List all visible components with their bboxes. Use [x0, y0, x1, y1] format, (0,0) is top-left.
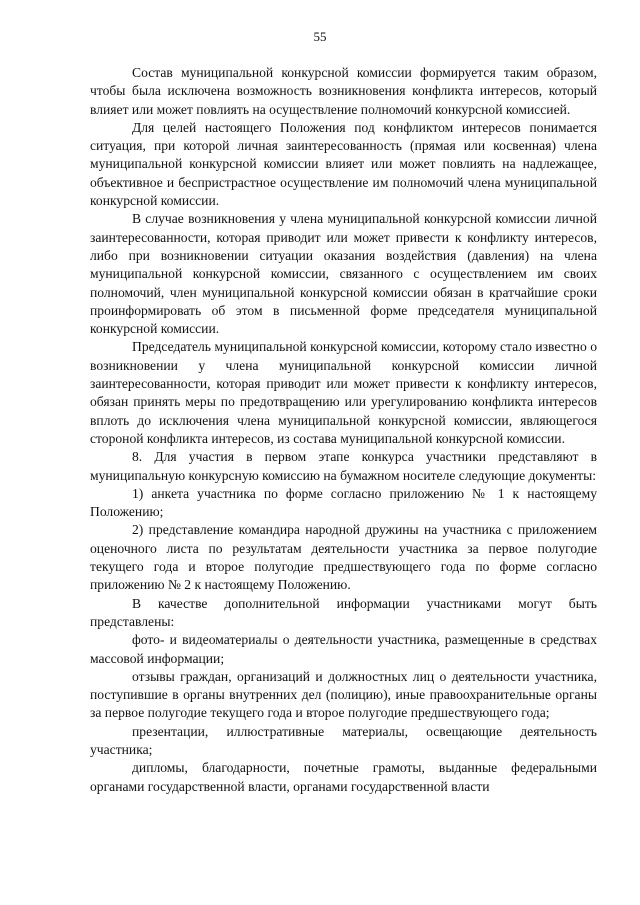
page-number: 55 — [313, 29, 327, 44]
document-body — [90, 64, 597, 796]
list-item-commander-submission: 2) представление командира народной дружины на участника с приложением оценочного листа по результатам деятельности участника за первое полугодие текущего года и второе полугодие предшествующего года по форме согласно приложению № 2 к настоящему Положению. — [90, 522, 597, 593]
list-item-feedback: отзывы граждан, организаций и должностных лиц о деятельности участника, поступившие в органы внутренних дел (полицию), иные правоохранительные органы за первое полугодие текущего года и второе полугодие предшествующего года; — [90, 668, 597, 721]
list-item-diplomas: дипломы, благодарности, почетные грамоты, выданные федеральными органами государственной власти, органами государственной власти — [90, 760, 597, 794]
list-item-presentations: презентации, иллюстративные материалы, освещающие деятельность участника; — [90, 723, 597, 757]
paragraph-chairman-measures: Председатель муниципальной конкурсной комиссии, которому стало известно о возникновении у члена муниципальной конкурсной комиссии личной заинтересованности, которая приводит или может привести к конфликту интересов, обязан принять меры по предотвращению или урегулированию конфликта интересов вплоть до исключения члена муниципальной конкурсной комиссии, являющегося стороной конфликта интересов, из состава муниципальной конкурсной комиссии. — [90, 339, 597, 446]
paragraph-conflict-definition: Для целей настоящего Положения под конфликтом интересов понимается ситуация, при которой личная заинтересованность (прямая или косвенная) члена муниципальной конкурсной комиссии влияет или может повлиять на надлежащее, объективное и беспристрастное осуществление им полномочий члена муниципальной конкурсной комиссии. — [90, 119, 597, 209]
paragraph-item-8-documents: 8. Для участия в первом этапе конкурса участники представляют в муниципальную конкурсную комиссию на бумажном носителе следующие документы: — [90, 449, 597, 483]
paragraph-member-obligation: В случае возникновения у члена муниципальной конкурсной комиссии личной заинтересованности, которая приводит или может привести к конфликту интересов, либо при возникновении ситуации оказания воздействия (давления) на члена муниципальной конкурсной комиссии, связанного с осуществлением им своих полномочий, член муниципальной конкурсной комиссии обязан в кратчайшие сроки проинформировать об этом в письменной форме председателя муниципальной конкурсной комиссии. — [90, 211, 597, 337]
list-item-photo-video: фото- и видеоматериалы о деятельности участника, размещенные в средствах массовой информации; — [90, 632, 597, 666]
list-item-questionnaire: 1) анкета участника по форме согласно приложению № 1 к настоящему Положению; — [90, 485, 597, 520]
paragraph-commission-composition: Состав муниципальной конкурсной комиссии формируется таким образом, чтобы была исключена возможность возникновения конфликта интересов, который влияет или может повлиять на осуществление полномочий конкурсной комиссией. — [90, 65, 597, 117]
paragraph-additional-info: В качестве дополнительной информации участниками могут быть представлены: — [90, 595, 597, 629]
